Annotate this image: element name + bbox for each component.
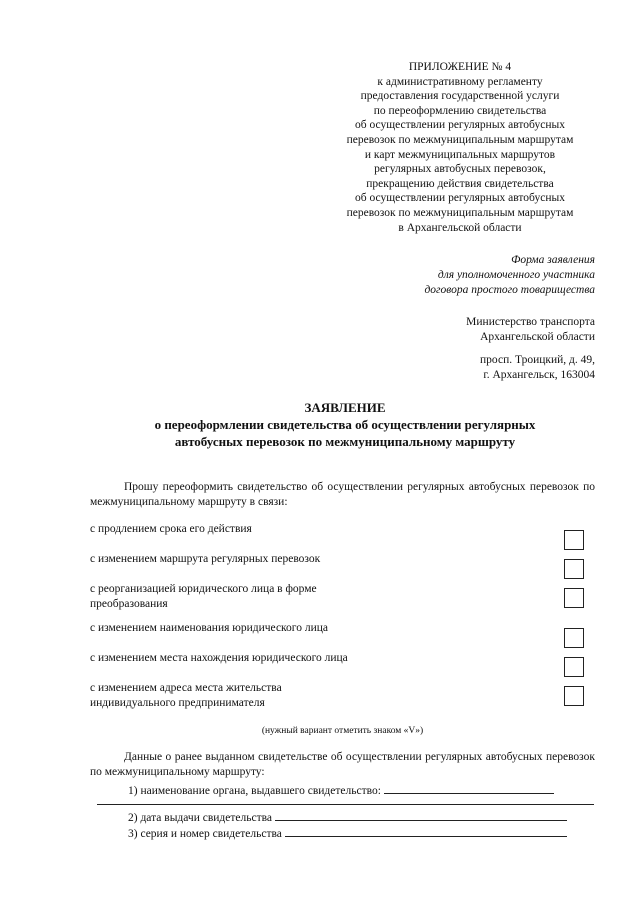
series-number-field bbox=[128, 824, 567, 842]
option-residence-change bbox=[90, 681, 530, 711]
appendix-line: и карт межмуниципальных маршрутов bbox=[364, 148, 556, 161]
option-route-change bbox=[90, 552, 530, 567]
option-label: с продлением срока его действия bbox=[90, 523, 252, 535]
appendix-line: об осуществлении регулярных автобусных bbox=[355, 119, 565, 132]
prior-certificate-paragraph bbox=[90, 750, 595, 780]
form-type-note bbox=[424, 253, 595, 298]
addressee-org-line: Архангельской области bbox=[480, 331, 595, 343]
appendix-line: к административному регламенту bbox=[377, 75, 543, 88]
issue-date-input-extra[interactable] bbox=[371, 808, 567, 821]
appendix-line: по переоформлению свидетельства bbox=[373, 104, 547, 117]
appendix-line: ПРИЛОЖЕНИЕ № 4 bbox=[408, 61, 512, 73]
prior-data-text: Данные о ранее выданном свидетельстве об осуществлении регулярных автобусных перевозок по межмуниципальному маршруту: bbox=[90, 751, 595, 778]
option-label: индивидуального предпринимателя bbox=[90, 697, 265, 709]
option-name-change bbox=[90, 621, 530, 636]
number-input[interactable] bbox=[371, 824, 567, 837]
appendix-line: прекращению действия свидетельства bbox=[366, 177, 554, 190]
document-title bbox=[90, 399, 600, 450]
appendix-line: предоставления государственной услуги bbox=[360, 90, 560, 103]
form-note-line: для уполномоченного участника bbox=[437, 269, 595, 281]
option-label: с реорганизацией юридического лица в форме bbox=[90, 583, 317, 595]
option-label: с изменением места нахождения юридического лица bbox=[90, 652, 348, 664]
appendix-line: перевозок по межмуниципальным маршрутам bbox=[346, 206, 574, 219]
form-note-line: Форма заявления bbox=[511, 254, 595, 266]
appendix-line: перевозок по межмуниципальным маршрутам bbox=[346, 133, 574, 146]
option-residence-change-checkbox[interactable] bbox=[564, 686, 584, 706]
appendix-header bbox=[300, 60, 620, 235]
mark-instruction: (нужный вариант отметить знаком «V») bbox=[261, 726, 424, 736]
option-label: с изменением маршрута регулярных перевозок bbox=[90, 553, 321, 565]
addressee-org-line: Министерство транспорта bbox=[466, 316, 595, 328]
addressee-block bbox=[466, 315, 595, 383]
issuer-field bbox=[128, 781, 554, 799]
issuer-label: 1) наименование органа, выдавшего свидетельство: bbox=[128, 785, 381, 797]
series-label: 3) серия и номер свидетельства bbox=[128, 828, 282, 840]
form-note-line: договора простого товарищества bbox=[424, 284, 595, 296]
option-label: с изменением наименования юридического лица bbox=[90, 622, 329, 634]
addressee-address bbox=[466, 353, 595, 383]
request-text: Прошу переоформить свидетельство об осуществлении регулярных автобусных перевозок по межмуниципальному маршруту в связи: bbox=[90, 481, 595, 508]
appendix-line: регулярных автобусных перевозок, bbox=[374, 163, 546, 176]
option-route-change-checkbox[interactable] bbox=[564, 559, 584, 579]
option-label: преобразования bbox=[90, 598, 168, 610]
option-reorganization bbox=[90, 582, 530, 612]
request-paragraph bbox=[90, 480, 595, 510]
issuer-input[interactable] bbox=[384, 781, 554, 794]
option-name-change-checkbox[interactable] bbox=[564, 628, 584, 648]
appendix-line: об осуществлении регулярных автобусных bbox=[355, 192, 565, 205]
title-subtitle-line: автобусных перевозок по межмуниципальному маршруту bbox=[174, 434, 516, 449]
option-label: с изменением адреса места жительства bbox=[90, 682, 282, 694]
title-heading: ЗАЯВЛЕНИЕ bbox=[304, 400, 386, 415]
appendix-line: в Архангельской области bbox=[398, 221, 522, 234]
option-extension bbox=[90, 522, 530, 537]
addressee-address-line: г. Архангельск, 163004 bbox=[483, 369, 595, 381]
issue-date-label: 2) дата выдачи свидетельства bbox=[128, 812, 272, 824]
issuer-continuation-line[interactable] bbox=[97, 804, 594, 805]
addressee-address-line: просп. Троицкий, д. 49, bbox=[480, 354, 595, 366]
option-extension-checkbox[interactable] bbox=[564, 530, 584, 550]
issue-date-input[interactable] bbox=[275, 808, 371, 821]
option-location-change-checkbox[interactable] bbox=[564, 657, 584, 677]
series-input[interactable] bbox=[285, 824, 371, 837]
option-reorganization-checkbox[interactable] bbox=[564, 588, 584, 608]
title-subtitle-line: о переоформлении свидетельства об осуществлении регулярных bbox=[154, 417, 536, 432]
option-location-change bbox=[90, 651, 530, 666]
